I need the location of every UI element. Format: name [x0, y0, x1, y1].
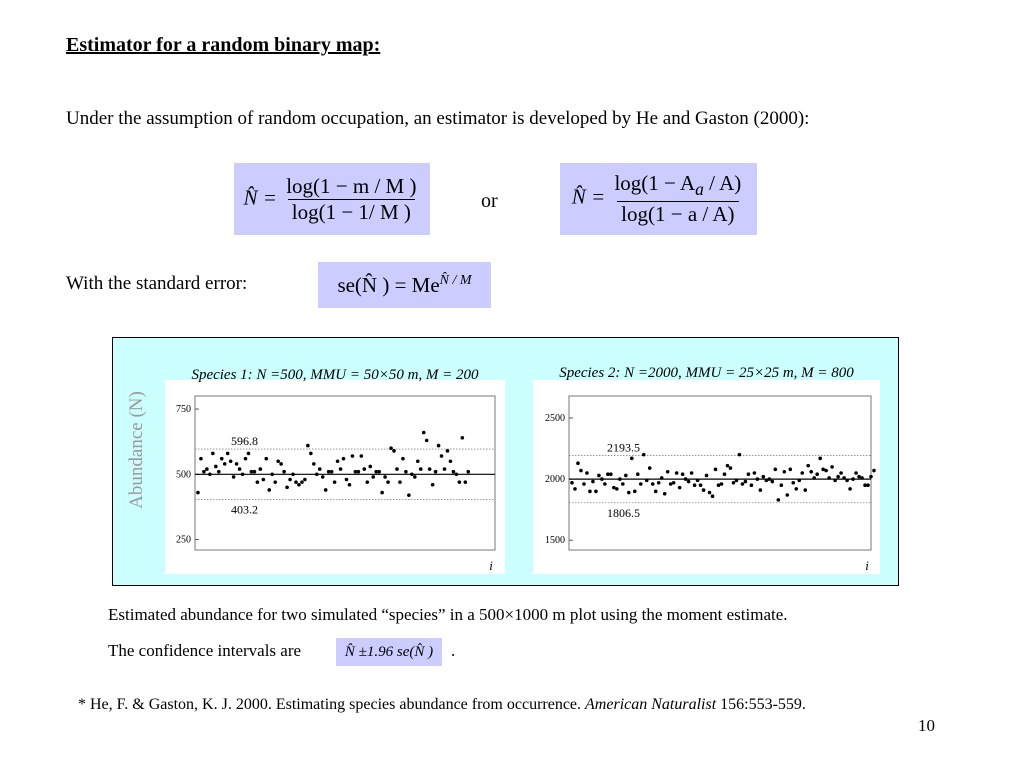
data-point	[809, 470, 813, 474]
reference-citation	[78, 696, 806, 714]
data-point	[624, 474, 628, 478]
eq2-numerator-tail: / A)	[703, 171, 742, 196]
data-point	[714, 468, 718, 472]
data-point	[860, 476, 864, 480]
data-point	[449, 459, 453, 463]
y-axis-label-text: Abundance (N)	[126, 391, 147, 509]
species-1-chart	[165, 362, 505, 574]
data-point	[636, 472, 640, 476]
data-point	[306, 444, 310, 448]
reference-journal: American Naturalist	[585, 696, 717, 713]
data-point	[365, 480, 369, 484]
data-point	[582, 482, 586, 486]
data-point	[276, 459, 280, 463]
data-point	[270, 473, 274, 477]
data-point	[443, 467, 447, 471]
data-point	[753, 471, 757, 475]
data-point	[425, 439, 429, 443]
data-point	[666, 470, 670, 474]
data-point	[377, 470, 381, 474]
data-point	[744, 480, 748, 484]
data-point	[663, 492, 667, 496]
standard-error-label: With the standard error:	[66, 273, 248, 294]
estimator-equation-1	[234, 163, 430, 235]
ci-lower-label: 1806.5	[607, 505, 640, 520]
data-point	[446, 449, 450, 453]
data-point	[264, 457, 268, 461]
data-point	[696, 479, 700, 483]
data-point	[741, 482, 745, 486]
data-point	[681, 472, 685, 476]
data-point	[416, 459, 420, 463]
data-point	[597, 474, 601, 478]
data-point	[684, 477, 688, 481]
ci-upper-label: 596.8	[231, 434, 258, 449]
data-point	[309, 452, 313, 456]
data-point	[705, 474, 709, 478]
data-point	[570, 481, 574, 485]
data-point	[797, 479, 801, 483]
y-tick-label: 2000	[545, 474, 565, 486]
data-point	[779, 483, 783, 487]
data-point	[452, 470, 456, 474]
data-point	[845, 479, 849, 483]
data-point	[294, 480, 298, 484]
data-point	[648, 466, 652, 470]
figure-y-axis-label	[120, 360, 150, 540]
data-point	[747, 472, 751, 476]
data-point	[241, 473, 245, 477]
eq3-exponent: N̂ / M	[439, 272, 472, 288]
data-point	[253, 470, 257, 474]
data-point	[324, 488, 328, 492]
data-point	[220, 457, 224, 461]
data-point	[750, 483, 754, 487]
data-point	[345, 478, 349, 482]
data-point	[288, 478, 292, 482]
data-point	[723, 472, 727, 476]
data-point	[205, 467, 209, 471]
data-point	[618, 477, 622, 481]
data-point	[806, 464, 810, 468]
data-point	[410, 473, 414, 477]
data-point	[333, 480, 337, 484]
data-point	[768, 477, 772, 481]
data-point	[848, 487, 852, 491]
data-point	[866, 483, 870, 487]
data-point	[428, 467, 432, 471]
species-2-chart	[533, 360, 880, 574]
data-point	[226, 452, 230, 456]
data-point	[836, 475, 840, 479]
data-point	[437, 444, 441, 448]
data-point	[693, 483, 697, 487]
data-point	[762, 475, 766, 479]
data-point	[303, 478, 307, 482]
data-point	[312, 462, 316, 466]
data-point	[603, 482, 607, 486]
chart-background	[165, 380, 505, 574]
y-tick-label: 1500	[545, 535, 565, 547]
data-point	[330, 470, 334, 474]
data-point	[273, 480, 277, 484]
data-point	[282, 470, 286, 474]
data-point	[660, 476, 664, 480]
data-point	[699, 483, 703, 487]
data-point	[774, 468, 778, 472]
data-point	[217, 470, 221, 474]
data-point	[431, 483, 435, 487]
data-point	[851, 477, 855, 481]
data-point	[360, 454, 364, 458]
data-point	[756, 477, 760, 481]
data-point	[297, 483, 301, 487]
data-point	[336, 459, 340, 463]
data-point	[735, 479, 739, 483]
data-point	[788, 468, 792, 472]
data-point	[588, 490, 592, 494]
data-point	[348, 483, 352, 487]
data-point	[830, 465, 834, 469]
data-point	[458, 480, 462, 484]
data-point	[642, 453, 646, 457]
data-point	[300, 480, 304, 484]
y-tick-label: 750	[176, 404, 191, 416]
confidence-interval-text: The confidence intervals are	[108, 641, 302, 660]
data-point	[791, 481, 795, 485]
x-axis-label: i	[865, 558, 869, 573]
data-point	[455, 473, 459, 477]
data-point	[386, 480, 390, 484]
data-point	[238, 467, 242, 471]
eq2-numerator: log(1 − A	[614, 171, 696, 196]
data-point	[827, 476, 831, 480]
estimator-equation-2	[560, 163, 757, 235]
eq2-numerator-subscript: a	[695, 179, 704, 200]
data-point	[839, 471, 843, 475]
data-point	[621, 482, 625, 486]
figure-caption: Estimated abundance for two simulated “species” in a 500×1000 m plot using the moment estimate.	[108, 605, 788, 624]
data-point	[211, 452, 215, 456]
data-point	[262, 478, 266, 482]
data-point	[398, 480, 402, 484]
data-point	[600, 477, 604, 481]
data-point	[785, 493, 789, 497]
data-point	[687, 480, 691, 484]
data-point	[869, 475, 873, 479]
eq1-denominator: log(1 − 1/ M )	[288, 199, 415, 225]
data-point	[690, 471, 694, 475]
data-point	[651, 482, 655, 486]
data-point	[422, 431, 426, 435]
data-point	[579, 469, 583, 473]
slide-title: Estimator for a random binary map:	[66, 34, 381, 56]
data-point	[854, 471, 858, 475]
data-point	[609, 472, 613, 476]
chart-title: Species 1: N =500, MMU = 50×50 m, M = 200	[191, 367, 479, 383]
data-point	[678, 486, 682, 490]
confidence-interval-period: .	[451, 641, 456, 660]
data-point	[357, 470, 361, 474]
data-point	[196, 491, 200, 495]
data-point	[576, 461, 580, 465]
data-point	[729, 466, 733, 470]
data-point	[285, 486, 289, 490]
data-point	[594, 490, 598, 494]
data-point	[440, 454, 444, 458]
data-point	[818, 457, 822, 461]
data-point	[404, 470, 408, 474]
data-point	[657, 481, 661, 485]
data-point	[732, 481, 736, 485]
data-point	[738, 453, 742, 457]
data-point	[800, 471, 804, 475]
data-point	[633, 490, 637, 494]
data-point	[199, 457, 203, 461]
data-point	[615, 487, 619, 491]
data-point	[267, 488, 271, 492]
data-point	[413, 475, 417, 479]
data-point	[247, 452, 251, 456]
y-tick-label: 500	[176, 469, 191, 481]
data-point	[842, 476, 846, 480]
data-point	[229, 459, 233, 463]
data-point	[256, 480, 260, 484]
ci-lower-label: 403.2	[231, 502, 258, 517]
data-point	[726, 464, 730, 468]
eq2-lhs: N̂ =	[571, 184, 606, 209]
data-point	[824, 469, 828, 473]
data-point	[321, 475, 325, 479]
data-point	[815, 472, 819, 476]
data-point	[591, 480, 595, 484]
data-point	[639, 482, 643, 486]
page-number: 10	[918, 716, 935, 735]
reference-main: * He, F. & Gaston, K. J. 2000. Estimating species abundance from occurrence.	[78, 696, 586, 713]
data-point	[407, 493, 411, 497]
data-point	[223, 462, 227, 466]
data-point	[383, 475, 387, 479]
data-point	[585, 471, 589, 475]
chart-title: Species 2: N =2000, MMU = 25×25 m, M = 800	[559, 365, 854, 381]
ci-upper-label: 2193.5	[607, 440, 640, 455]
data-point	[318, 467, 322, 471]
data-point	[702, 488, 706, 492]
data-point	[627, 491, 631, 495]
data-point	[461, 436, 465, 440]
data-point	[771, 480, 775, 484]
data-point	[401, 457, 405, 461]
data-point	[392, 449, 396, 453]
data-point	[214, 465, 218, 469]
data-point	[720, 482, 724, 486]
y-tick-label: 250	[176, 534, 191, 546]
data-point	[812, 476, 816, 480]
data-point	[244, 457, 248, 461]
data-point	[368, 465, 372, 469]
data-point	[395, 467, 399, 471]
data-point	[794, 487, 798, 491]
data-point	[291, 473, 295, 477]
data-point	[630, 457, 634, 461]
data-point	[654, 490, 658, 494]
data-point	[782, 470, 786, 474]
data-point	[342, 457, 346, 461]
intro-text: Under the assumption of random occupation, an estimator is developed by He and Gaston (2000):	[66, 108, 810, 129]
data-point	[708, 491, 712, 495]
data-point	[315, 473, 319, 477]
data-point	[833, 479, 837, 483]
eq1-numerator: log(1 − m / M )	[286, 173, 417, 198]
eq1-lhs: N̂ =	[243, 184, 277, 209]
data-point	[463, 480, 467, 484]
data-point	[371, 475, 375, 479]
data-point	[777, 498, 781, 502]
data-point	[803, 488, 807, 492]
or-label: or	[481, 190, 498, 212]
reference-tail: 156:553-559.	[716, 696, 806, 713]
data-point	[232, 475, 236, 479]
data-point	[573, 487, 577, 491]
data-point	[339, 467, 343, 471]
data-point	[872, 469, 876, 473]
confidence-interval-equation	[336, 638, 442, 666]
data-point	[675, 471, 679, 475]
standard-error-equation	[318, 262, 491, 308]
eq2-denominator: log(1 − a / A)	[617, 201, 738, 227]
data-point	[351, 454, 355, 458]
data-point	[419, 467, 423, 471]
data-point	[259, 467, 263, 471]
data-point	[466, 470, 470, 474]
data-point	[389, 446, 393, 450]
data-point	[380, 491, 384, 495]
data-point	[202, 470, 206, 474]
data-point	[711, 494, 715, 498]
data-point	[363, 467, 367, 471]
data-point	[645, 479, 649, 483]
y-tick-label: 2500	[545, 413, 565, 424]
data-point	[434, 470, 438, 474]
eq3-main: se(N̂ ) = Me	[337, 272, 440, 297]
data-point	[279, 462, 283, 466]
data-point	[235, 462, 239, 466]
x-axis-label: i	[489, 558, 493, 573]
data-point	[759, 488, 763, 492]
data-point	[672, 481, 676, 485]
data-point	[208, 473, 212, 477]
eq4-text: N̂ ±1.96 se(N̂ )	[344, 643, 434, 660]
